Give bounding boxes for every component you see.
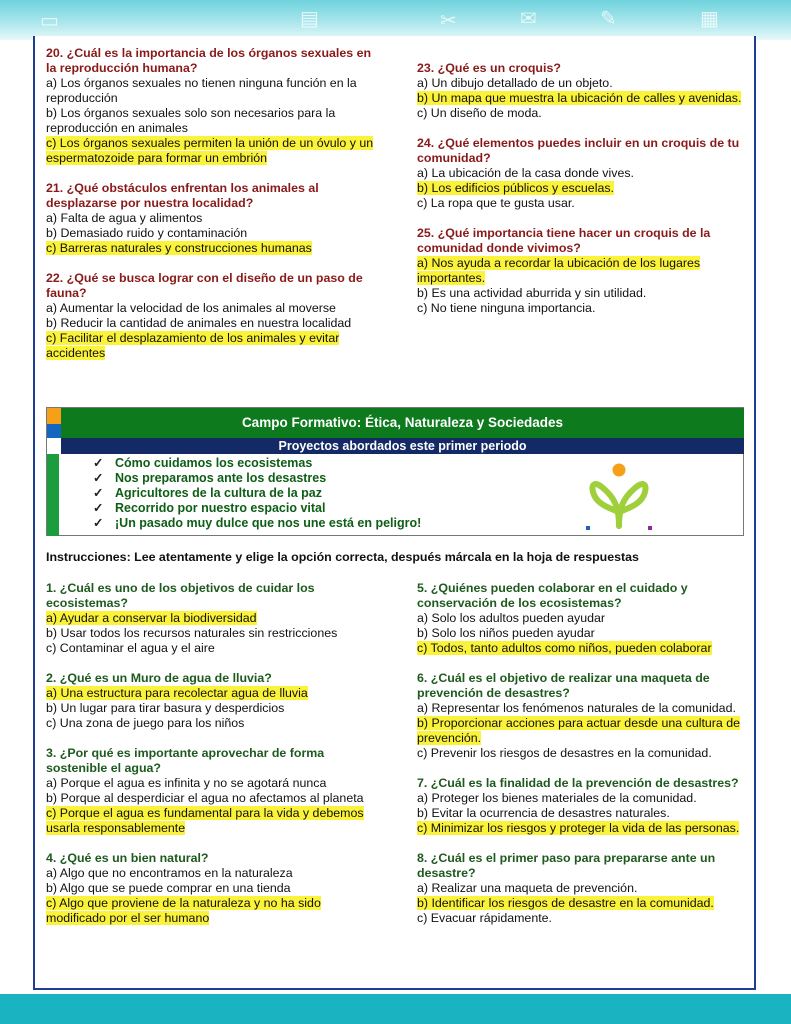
project-item [93,516,421,531]
answer-option: b) Es una actividad aburrida y sin utilidad. [417,286,647,300]
project-label: Nos preparamos ante los desastres [115,471,327,485]
question-text: 23. ¿Qué es un croquis? [417,61,561,75]
correct-answer-option: c) Algo que proviene de la naturaleza y no ha sido modificado por el ser humano [46,896,321,925]
question-text: 8. ¿Cuál es el primer paso para prepararse ante un desastre? [417,851,716,880]
scissors-doodle-icon: ✂ [440,10,457,32]
question-text: 20. ¿Cuál es la importancia de los órganos sexuales en la reproducción humana? [46,46,372,75]
checkmark-icon: ✓ [93,471,104,485]
project-label: Recorrido por nuestro espacio vital [115,501,326,515]
question-block [417,851,745,926]
green-sidebar [47,454,59,536]
correct-answer-option: a) Una estructura para recolectar agua de lluvia [46,686,308,700]
question-block [46,581,376,656]
question-block [417,776,745,836]
project-item [93,486,421,501]
questions-1-4 [46,581,376,941]
top-decorative-band [0,0,791,40]
answer-option: b) Los órganos sexuales solo son necesarios para la reproducción en animales [46,106,336,135]
questions-23-25 [417,61,745,331]
correct-answer-option: b) Identificar los riesgos de desastre en la comunidad. [417,896,714,910]
answer-option: c) Una zona de juego para los niños [46,716,245,730]
correct-answer-option: c) Porque el agua es fundamental para la vida y debemos usarla responsablemente [46,806,364,835]
answer-option: c) Prevenir los riesgos de desastres en la comunidad. [417,746,712,760]
question-block [417,671,745,761]
question-text: 24. ¿Qué elementos puedes incluir en un croquis de tu comunidad? [417,136,740,165]
correct-answer-option: b) Un mapa que muestra la ubicación de calles y avenidas. [417,91,742,105]
blue-square [47,424,61,438]
notebook-doodle-icon: ▦ [700,8,719,30]
questions-5-8 [417,581,745,941]
answer-option: a) Los órganos sexuales no tienen ninguna función en la reproducción [46,76,357,105]
answer-option: b) Reducir la cantidad de animales en nuestra localidad [46,316,352,330]
instructions: Instrucciones: Lee atentamente y elige la opción correcta, después márcala en la hoja de respuestas [46,550,639,564]
question-text: 1. ¿Cuál es uno de los objetivos de cuidar los ecosistemas? [46,581,315,610]
correct-answer-option: a) Ayudar a conservar la biodiversidad [46,611,257,625]
projects-list [93,456,421,531]
project-item [93,501,421,516]
answer-option: b) Demasiado ruido y contaminación [46,226,248,240]
correct-answer-option: b) Los edificios públicos y escuelas. [417,181,614,195]
campo-formativo-box [46,407,744,536]
question-block [46,851,376,926]
checkmark-icon: ✓ [93,501,104,515]
question-text: 21. ¿Qué obstáculos enfrentan los animales al desplazarse por nuestra localidad? [46,181,319,210]
correct-answer-option: c) Barreras naturales y construcciones humanas [46,241,312,255]
answer-option: b) Usar todos los recursos naturales sin restricciones [46,626,338,640]
campo-subtitle: Proyectos abordados este primer periodo [61,438,744,454]
pencil-doodle-icon: ✎ [600,8,617,30]
question-block [46,181,376,256]
question-block [46,746,376,836]
correct-answer-option: c) Minimizar los riesgos y proteger la vida de las personas. [417,821,740,835]
question-text: 3. ¿Por qué es importante aprovechar de forma sostenible el agua? [46,746,325,775]
answer-option: c) No tiene ninguna importancia. [417,301,596,315]
project-label: ¡Un pasado muy dulce que nos une está en peligro! [115,516,422,530]
answer-option: c) Contaminar el agua y el aire [46,641,215,655]
project-item [93,471,421,486]
question-block [46,671,376,731]
correct-answer-option: b) Proporcionar acciones para actuar desde una cultura de prevención. [417,716,741,745]
books-doodle-icon: ▤ [300,8,319,30]
answer-option: b) Solo los niños pueden ayudar [417,626,595,640]
answer-option: a) Un dibujo detallado de un objeto. [417,76,613,90]
question-block [46,46,376,166]
project-label: Cómo cuidamos los ecosistemas [115,456,313,470]
questions-20-22 [46,46,376,376]
answer-option: b) Algo que se puede comprar en una tienda [46,881,291,895]
question-text: 25. ¿Qué importancia tiene hacer un croquis de la comunidad donde vivimos? [417,226,711,255]
answer-option: a) Representar los fenómenos naturales de la comunidad. [417,701,736,715]
question-text: 5. ¿Quiénes pueden colaborar en el cuidado y conservación de los ecosistemas? [417,581,688,610]
answer-option: b) Un lugar para tirar basura y desperdicios [46,701,285,715]
question-text: 6. ¿Cuál es el objetivo de realizar una maqueta de prevención de desastres? [417,671,710,700]
campo-logo-icon [585,462,655,534]
question-block [417,226,745,316]
envelope-doodle-icon: ✉ [520,8,537,30]
answer-option: a) Algo que no encontramos en la naturaleza [46,866,293,880]
question-text: 2. ¿Qué es un Muro de agua de lluvia? [46,671,272,685]
answer-option: a) Solo los adultos pueden ayudar [417,611,606,625]
question-block [417,61,745,121]
answer-option: c) Evacuar rápidamente. [417,911,552,925]
answer-option: c) Un diseño de moda. [417,106,542,120]
question-block [417,581,745,656]
answer-option: a) Falta de agua y alimentos [46,211,203,225]
answer-option: c) La ropa que te gusta usar. [417,196,575,210]
orange-square [47,408,61,424]
question-block [417,136,745,211]
bottom-decorative-band [0,994,791,1024]
correct-answer-option: c) Los órganos sexuales permiten la unión de un óvulo y un espermatozoide para formar un embrión [46,136,374,165]
answer-option: b) Evitar la ocurrencia de desastres naturales. [417,806,670,820]
question-text: 4. ¿Qué es un bien natural? [46,851,209,865]
book-doodle-icon: ▭ [40,10,59,32]
correct-answer-option: c) Facilitar el desplazamiento de los animales y evitar accidentes [46,331,340,360]
checkmark-icon: ✓ [93,516,104,530]
answer-option: b) Porque al desperdiciar el agua no afectamos al planeta [46,791,364,805]
answer-option: a) Proteger los bienes materiales de la comunidad. [417,791,697,805]
question-text: 7. ¿Cuál es la finalidad de la prevención de desastres? [417,776,739,790]
answer-option: a) Porque el agua es infinita y no se agotará nunca [46,776,327,790]
correct-answer-option: a) Nos ayuda a recordar la ubicación de los lugares importantes. [417,256,701,285]
project-item [93,456,421,471]
answer-option: a) Realizar una maqueta de prevención. [417,881,638,895]
project-label: Agricultores de la cultura de la paz [115,486,323,500]
campo-title: Campo Formativo: Ética, Naturaleza y Sociedades [61,408,744,438]
question-block [46,271,376,361]
answer-option: a) La ubicación de la casa donde vives. [417,166,634,180]
question-text: 22. ¿Qué se busca lograr con el diseño de un paso de fauna? [46,271,363,300]
correct-answer-option: c) Todos, tanto adultos como niños, pueden colaborar [417,641,712,655]
checkmark-icon: ✓ [93,456,104,470]
checkmark-icon: ✓ [93,486,104,500]
answer-option: a) Aumentar la velocidad de los animales al moverse [46,301,336,315]
